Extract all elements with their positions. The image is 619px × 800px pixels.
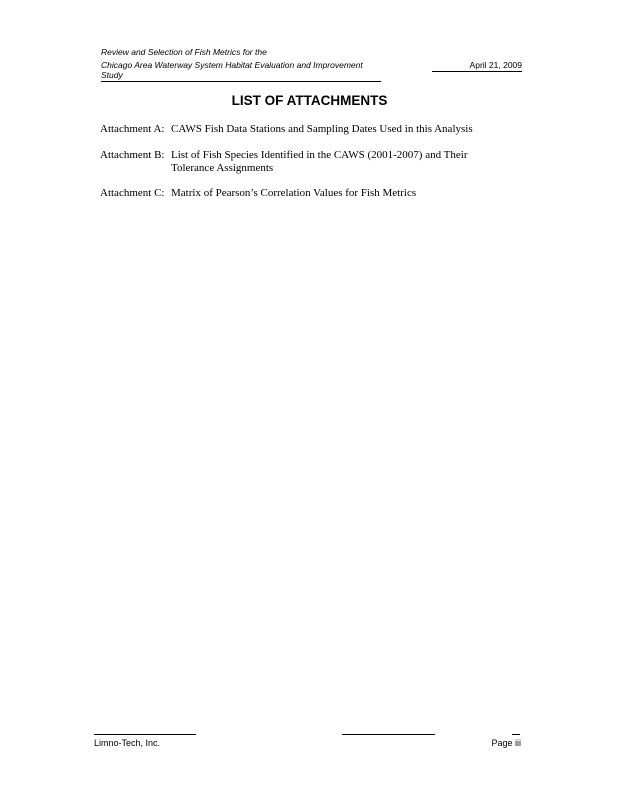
header-report-title-line-2: Chicago Area Waterway System Habitat Evaluation and Improvement Study xyxy=(101,60,381,82)
attachment-text: CAWS Fish Data Stations and Sampling Dates Used in this Analysis xyxy=(171,123,473,135)
attachment-text-continuation: Tolerance Assignments xyxy=(171,162,274,174)
attachment-label: Attachment A: xyxy=(100,123,165,135)
header-date: April 21, 2009 xyxy=(432,60,522,72)
footer-rule-right xyxy=(512,734,520,735)
page-title: LIST OF ATTACHMENTS xyxy=(231,93,388,108)
attachment-text: Matrix of Pearson’s Correlation Values for Fish Metrics xyxy=(171,187,417,199)
attachment-text: List of Fish Species Identified in the CAWS (2001-2007) and Their xyxy=(171,149,468,161)
footer-page-number: Page iii xyxy=(491,738,521,748)
footer-company: Limno-Tech, Inc. xyxy=(94,738,161,748)
header-report-title-line-1: Review and Selection of Fish Metrics for the xyxy=(101,47,267,57)
attachment-label: Attachment C: xyxy=(100,187,165,199)
attachment-label: Attachment B: xyxy=(100,149,165,161)
attachment-item-c xyxy=(100,187,416,200)
attachment-item-a xyxy=(100,123,473,136)
footer-rule-left xyxy=(94,734,196,735)
footer-rule-center xyxy=(342,734,435,735)
attachment-item-b xyxy=(100,149,467,175)
